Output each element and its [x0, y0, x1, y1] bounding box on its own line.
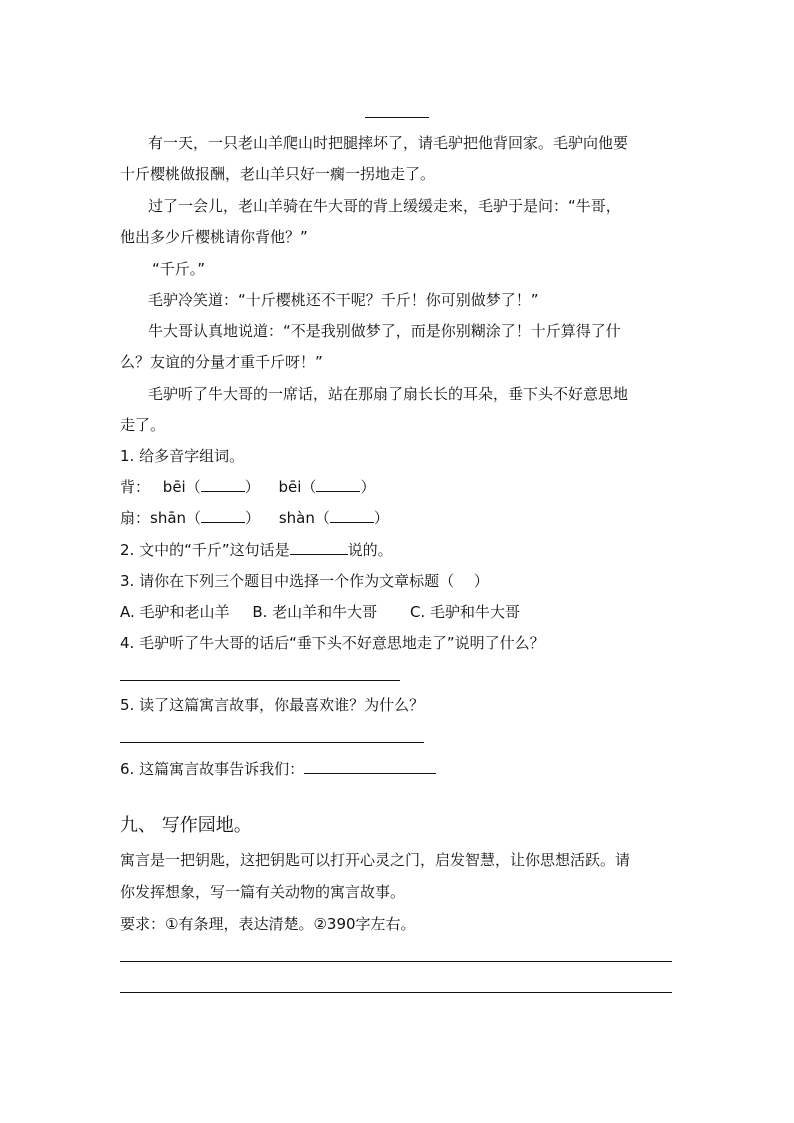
- bei-label: 背：: [120, 478, 151, 496]
- bei-answer-1[interactable]: [201, 477, 245, 492]
- question-2-text: 2. 文中的“千斤”这句话是: [120, 541, 290, 559]
- option-b: B. 老山羊和牛大哥: [252, 603, 378, 621]
- bei-answer-2[interactable]: [316, 477, 360, 492]
- story-paragraph-2b: 他出多少斤樱桃请你背他？”: [120, 228, 308, 246]
- story-paragraph-3: “千斤。”: [152, 260, 206, 278]
- story-paragraph-5a: 牛大哥认真地说道：“不是我别做梦了，而是你别糊涂了！十斤算得了什: [148, 322, 621, 340]
- shan-label: 扇：: [120, 509, 151, 527]
- shan-pinyin-2: shàn（: [278, 509, 330, 527]
- question-1-shan-row: [120, 507, 389, 529]
- story-paragraph-6b: 走了。: [120, 416, 166, 434]
- story-paragraph-2a: 过了一会儿，老山羊骑在牛大哥的背上缓缓走来，毛驴于是问：“牛哥，: [148, 197, 621, 215]
- question-6-text: 6. 这篇寓言故事告诉我们：: [120, 760, 305, 778]
- close-paren: ）: [360, 478, 376, 496]
- question-3: 3. 请你在下列三个题目中选择一个作为文章标题（ ）: [120, 572, 489, 590]
- question-4-answer-line[interactable]: [120, 680, 400, 681]
- question-5: 5. 读了这篇寓言故事，你最喜欢谁？为什么？: [120, 696, 425, 714]
- story-paragraph-5b: 么？友谊的分量才重千斤呀！”: [120, 353, 323, 371]
- question-6-answer[interactable]: [304, 759, 436, 774]
- question-4: 4. 毛驴听了牛大哥的话后“垂下头不好意思地走了”说明了什么？: [120, 634, 545, 652]
- close-paren: ）: [245, 509, 261, 527]
- option-c: C. 毛驴和牛大哥: [409, 603, 520, 621]
- question-1: 1. 给多音字组词。: [120, 447, 245, 465]
- close-paren: ）: [373, 509, 389, 527]
- shan-answer-1[interactable]: [201, 508, 245, 523]
- shan-answer-2[interactable]: [330, 508, 374, 523]
- story-paragraph-6a: 毛驴听了牛大哥的一席话，站在那扇了扇长长的耳朵，垂下头不好意思地: [148, 385, 629, 403]
- question-1-bei-row: [120, 476, 375, 498]
- writing-answer-line-2[interactable]: [120, 992, 672, 993]
- writing-prompt-a: 寓言是一把钥匙，这把钥匙可以打开心灵之门，启发智慧，让你思想活跃。请: [120, 851, 631, 869]
- question-2-answer[interactable]: [290, 540, 348, 555]
- question-2: [120, 539, 393, 561]
- shan-pinyin-1: shān（: [150, 509, 202, 527]
- writing-prompt-b: 你发挥想象，写一篇有关动物的寓言故事。: [120, 883, 406, 901]
- story-paragraph-1b: 十斤樱桃做报酬，老山羊只好一瘸一拐地走了。: [120, 165, 436, 183]
- question-6: [120, 758, 436, 780]
- writing-answer-line-1[interactable]: [120, 961, 672, 962]
- question-2-text-end: 说的。: [347, 541, 393, 559]
- story-paragraph-1a: 有一天，一只老山羊爬山时把腿摔坏了，请毛驴把他背回家。毛驴向他要: [148, 134, 629, 152]
- question-3-options: [120, 601, 520, 623]
- bei-pinyin-2: bēi（: [278, 478, 317, 496]
- story-paragraph-4: 毛驴冷笑道：“十斤樱桃还不干呢？千斤！你可别做梦了！”: [148, 291, 539, 309]
- option-a: A. 毛驴和老山羊: [120, 603, 230, 621]
- section-heading: 九、 写作园地。: [120, 815, 252, 836]
- writing-requirements: 要求：①有条理，表达清楚。②390字左右。: [120, 915, 416, 933]
- question-5-answer-line[interactable]: [120, 742, 424, 743]
- title-blank[interactable]: [365, 117, 429, 118]
- bei-pinyin-1: bēi（: [162, 478, 201, 496]
- close-paren: ）: [244, 478, 260, 496]
